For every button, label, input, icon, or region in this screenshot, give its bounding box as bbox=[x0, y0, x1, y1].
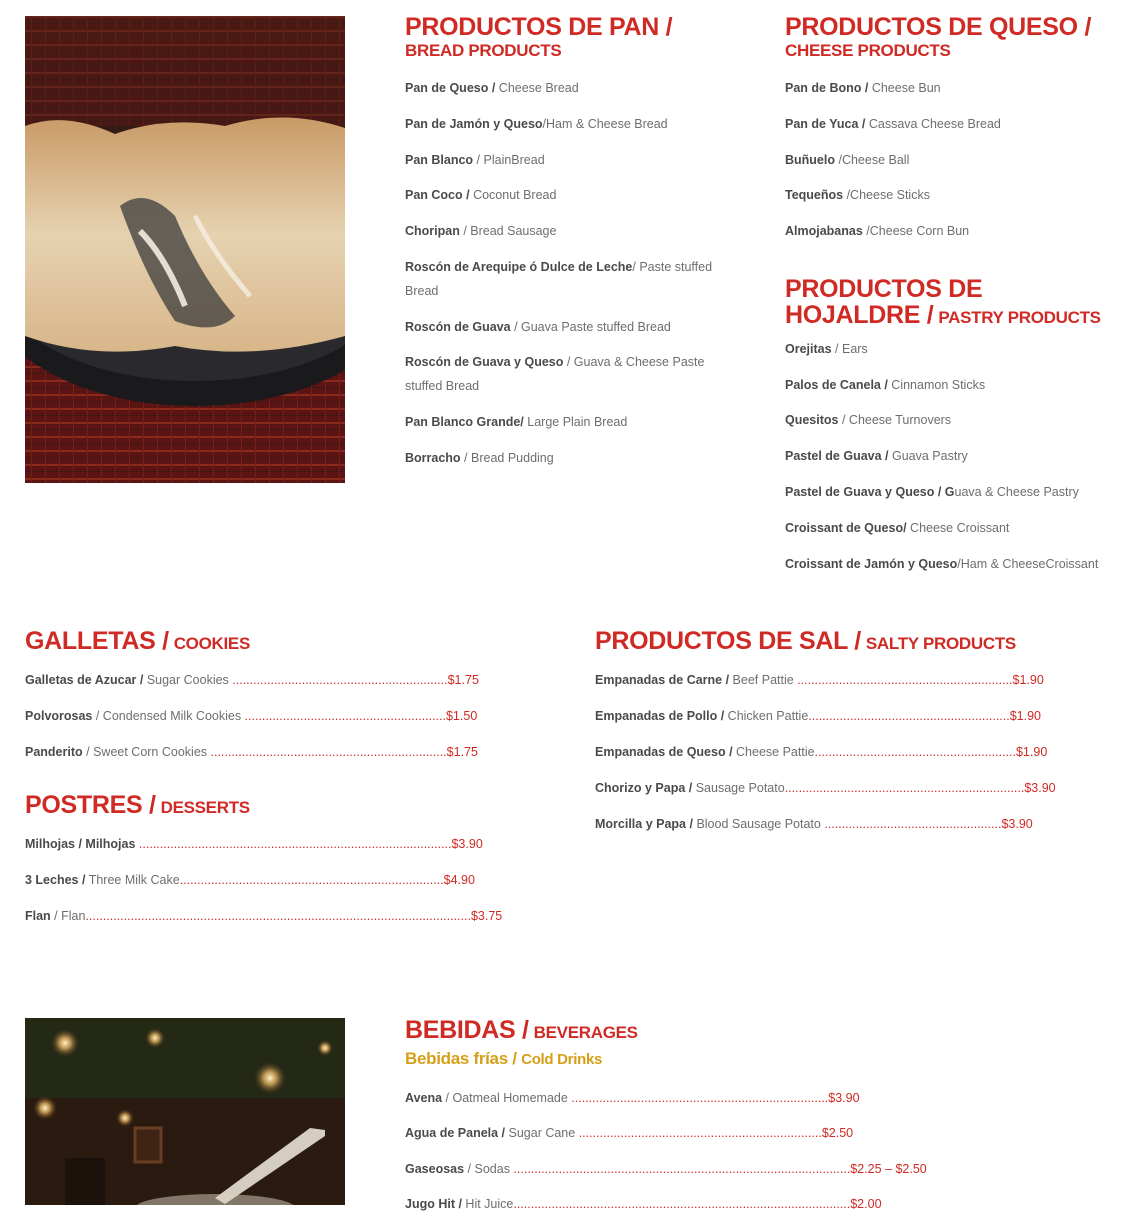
item-price: $4.90 bbox=[443, 873, 475, 887]
menu-item bbox=[25, 904, 503, 928]
bread-heading bbox=[405, 14, 725, 60]
item-name-en: / Sweet Corn Cookies bbox=[82, 745, 211, 759]
item-name-en: / Cheese Turnovers bbox=[838, 413, 952, 427]
menu-item bbox=[785, 337, 1125, 361]
menu-item bbox=[25, 704, 478, 728]
item-leader-dots: ................................................................................................. bbox=[513, 1162, 851, 1176]
item-name-es: Galletas de Azucar / bbox=[25, 673, 144, 687]
item-name-en: Large Plain Bread bbox=[523, 415, 628, 429]
item-name-en: / Flan bbox=[50, 909, 86, 923]
item-name-es: Polvorosas bbox=[25, 709, 93, 723]
item-name-es: Choripan bbox=[405, 224, 460, 238]
bread-title-es: PRODUCTOS DE PAN / bbox=[405, 13, 673, 41]
salty-section bbox=[595, 628, 1016, 654]
beverages-title-en: BEVERAGES bbox=[533, 1023, 638, 1042]
menu-item bbox=[405, 219, 715, 243]
menu-item bbox=[405, 112, 715, 136]
item-name-en: Sugar Cookies bbox=[143, 673, 233, 687]
item-name-en: Cinnamon Sticks bbox=[887, 378, 986, 392]
item-name-en: Coconut Bread bbox=[469, 188, 557, 202]
item-price: $3.90 bbox=[828, 1091, 860, 1105]
item-name-es: Pan Coco / bbox=[405, 188, 470, 202]
item-name-es: Palos de Canela / bbox=[785, 378, 888, 392]
item-name-en: Cassava Cheese Bread bbox=[865, 117, 1001, 131]
pastry-heading bbox=[785, 276, 1105, 329]
item-price: $3.90 bbox=[1024, 781, 1056, 795]
item-name-en: Beef Pattie bbox=[729, 673, 798, 687]
beverages-title-es: BEBIDAS / bbox=[405, 1016, 529, 1044]
menu-item bbox=[785, 516, 1125, 540]
item-leader-dots: .......................................................................... bbox=[571, 1091, 829, 1105]
item-name-en: Cheese Croissant bbox=[906, 521, 1010, 535]
item-leader-dots: ............................................................................................................... bbox=[85, 909, 471, 923]
item-name-en: /Cheese Corn Bun bbox=[862, 224, 970, 238]
item-name-en: /Ham & CheeseCroissant bbox=[957, 557, 1099, 571]
bread-title-en: BREAD PRODUCTS bbox=[405, 41, 562, 61]
item-name-en: / Guava & Cheese Paste stuffed Bread bbox=[405, 355, 705, 393]
cheese-section bbox=[785, 14, 1105, 60]
item-name-es: Morcilla y Papa / bbox=[595, 817, 693, 831]
item-name-es: Pan de Jamón y Queso bbox=[405, 117, 543, 131]
salty-heading bbox=[595, 628, 1016, 654]
cookies-heading bbox=[25, 628, 250, 654]
item-name-es: Roscón de Guava y Queso bbox=[405, 355, 564, 369]
menu-item bbox=[785, 480, 1125, 504]
menu-item bbox=[405, 148, 715, 172]
cold-drinks-title-en: Cold Drinks bbox=[521, 1051, 603, 1069]
item-name-es: Buñuelo bbox=[785, 153, 835, 167]
item-name-es: Pan de Queso / bbox=[405, 81, 496, 95]
item-price: $1.75 bbox=[447, 673, 479, 687]
item-leader-dots: ...................................................................... bbox=[578, 1126, 822, 1140]
menu-item bbox=[405, 255, 715, 303]
cheese-title-es: PRODUCTOS DE QUESO / bbox=[785, 13, 1092, 41]
item-leader-dots: .......................................................... bbox=[814, 745, 1016, 759]
item-name-es: Empanadas de Carne / bbox=[595, 673, 730, 687]
item-name-es: Gaseosas bbox=[405, 1162, 465, 1176]
item-price: $2.50 bbox=[821, 1126, 854, 1140]
menu-item bbox=[785, 408, 1125, 432]
item-price: $2.00 bbox=[850, 1197, 882, 1211]
item-name-en: Guava Pastry bbox=[888, 449, 968, 463]
item-name-es: Jugo Hit / bbox=[405, 1197, 462, 1211]
menu-item bbox=[595, 668, 1044, 692]
item-name-en: / Bread Pudding bbox=[460, 451, 554, 465]
item-price: $1.90 bbox=[1012, 673, 1044, 687]
pastry-title-es: PRODUCTOS DE HOJALDRE / bbox=[785, 275, 983, 330]
item-name-es: Borracho bbox=[405, 451, 461, 465]
drink-photo bbox=[25, 1018, 345, 1205]
item-name-es: Pan de Yuca / bbox=[785, 117, 866, 131]
item-leader-dots: ................................................................................................. bbox=[513, 1197, 851, 1211]
menu-item bbox=[595, 812, 1033, 836]
menu-item bbox=[405, 1121, 855, 1145]
item-leader-dots: ............................................................................ bbox=[179, 873, 444, 887]
item-leader-dots: ..................................................................... bbox=[784, 781, 1025, 795]
menu-item bbox=[405, 1086, 860, 1110]
menu-item bbox=[785, 552, 1125, 576]
item-price: $3.75 bbox=[470, 909, 503, 923]
menu-item bbox=[595, 704, 1041, 728]
item-name-es: 3 Leches / bbox=[25, 873, 86, 887]
pastry-title-en: PASTRY PRODUCTS bbox=[938, 308, 1101, 328]
item-name-en: / Bread Sausage bbox=[459, 224, 557, 238]
cookies-section bbox=[25, 628, 250, 654]
cheese-heading bbox=[785, 14, 1105, 60]
menu-item bbox=[405, 1192, 882, 1216]
menu-item bbox=[785, 148, 1115, 172]
item-name-en: Sausage Potato bbox=[692, 781, 785, 795]
item-name-en: Hit Juice bbox=[461, 1197, 514, 1211]
item-name-en: / PlainBread bbox=[473, 153, 545, 167]
item-name-en: uava & Cheese Pastry bbox=[954, 485, 1079, 499]
menu-item bbox=[785, 444, 1125, 468]
menu-item bbox=[405, 1157, 927, 1181]
item-leader-dots: .......................................................... bbox=[808, 709, 1010, 723]
item-price: $2.25 – $2.50 bbox=[850, 1162, 927, 1176]
item-name-es: Avena bbox=[405, 1091, 443, 1105]
item-name-es: Orejitas bbox=[785, 342, 832, 356]
desserts-heading bbox=[25, 792, 250, 818]
item-price: $1.75 bbox=[446, 745, 478, 759]
desserts-section bbox=[25, 792, 250, 818]
item-price: $1.90 bbox=[1015, 745, 1048, 759]
desserts-title-es: POSTRES / bbox=[25, 791, 156, 819]
cookies-title-en: COOKIES bbox=[173, 634, 250, 653]
item-name-en: Chicken Pattie bbox=[724, 709, 809, 723]
item-name-es: Croissant de Queso/ bbox=[785, 521, 907, 535]
item-name-es: Empanadas de Queso / bbox=[595, 745, 733, 759]
item-name-en: / Paste stuffed Bread bbox=[405, 260, 713, 298]
menu-item bbox=[785, 183, 1115, 207]
bread-section bbox=[405, 14, 725, 60]
item-name-es: Empanadas de Pollo / bbox=[595, 709, 725, 723]
menu-item bbox=[25, 668, 479, 692]
item-name-es: Croissant de Jamón y Queso bbox=[785, 557, 958, 571]
item-leader-dots: .............................................................. bbox=[232, 673, 448, 687]
salty-title-en: SALTY PRODUCTS bbox=[865, 634, 1016, 653]
menu-item bbox=[25, 832, 483, 856]
item-name-en: Sugar Cane bbox=[505, 1126, 579, 1140]
item-name-en: /Cheese Sticks bbox=[843, 188, 930, 202]
item-name-en: / Guava Paste stuffed Bread bbox=[510, 320, 671, 334]
item-name-en: Cheese Pattie bbox=[732, 745, 815, 759]
cold-drinks-subheading bbox=[405, 1049, 638, 1069]
item-name-en: / Sodas bbox=[464, 1162, 514, 1176]
menu-item bbox=[405, 350, 715, 398]
item-price: $3.90 bbox=[451, 837, 483, 851]
pastry-section bbox=[785, 276, 1105, 329]
item-name-en: Blood Sausage Potato bbox=[692, 817, 825, 831]
desserts-title-en: DESSERTS bbox=[160, 798, 250, 817]
item-name-es: Pastel de Guava / bbox=[785, 449, 889, 463]
item-name-en: Cheese Bread bbox=[495, 81, 579, 95]
menu-item bbox=[25, 740, 478, 764]
item-name-en: / Oatmeal Homemade bbox=[442, 1091, 572, 1105]
item-price: $1.50 bbox=[445, 709, 478, 723]
menu-item bbox=[595, 776, 1056, 800]
menu-item bbox=[405, 446, 715, 470]
menu-item bbox=[785, 112, 1115, 136]
item-name-es: Roscón de Arequipe ó Dulce de Leche bbox=[405, 260, 633, 274]
cookies-title-es: GALLETAS / bbox=[25, 627, 169, 655]
item-name-es: Tequeños bbox=[785, 188, 844, 202]
cold-drinks-title-es: Bebidas frías / bbox=[405, 1049, 517, 1069]
menu-item bbox=[595, 740, 1048, 764]
salty-title-es: PRODUCTOS DE SAL / bbox=[595, 627, 861, 655]
item-name-es: Pan Blanco Grande/ bbox=[405, 415, 524, 429]
item-name-es: Almojabanas bbox=[785, 224, 863, 238]
item-leader-dots: .......................................................... bbox=[244, 709, 446, 723]
item-name-es: Roscón de Guava bbox=[405, 320, 511, 334]
item-name-en: / Ears bbox=[831, 342, 868, 356]
item-name-en: / Condensed Milk Cookies bbox=[92, 709, 245, 723]
item-name-es: Panderito bbox=[25, 745, 83, 759]
item-name-en: Cheese Bun bbox=[868, 81, 941, 95]
menu-item bbox=[785, 373, 1125, 397]
menu-item bbox=[25, 868, 475, 892]
menu-item bbox=[785, 76, 1115, 100]
item-name-es: Pan de Bono / bbox=[785, 81, 869, 95]
item-name-es: Pastel de Guava y Queso / G bbox=[785, 485, 955, 499]
item-name-es: Agua de Panela / bbox=[405, 1126, 506, 1140]
menu-item bbox=[785, 219, 1115, 243]
cheese-bread-photo bbox=[25, 16, 345, 483]
item-name-en: Three Milk Cake bbox=[85, 873, 180, 887]
item-leader-dots: ................................................... bbox=[824, 817, 1002, 831]
menu-item bbox=[405, 315, 715, 339]
item-price: $1.90 bbox=[1009, 709, 1041, 723]
menu-item bbox=[405, 183, 715, 207]
item-leader-dots: .......................................................................................... bbox=[138, 837, 452, 851]
item-name-es: Milhojas / Milhojas bbox=[25, 837, 136, 851]
item-leader-dots: .............................................................. bbox=[797, 673, 1013, 687]
item-name-es: Quesitos bbox=[785, 413, 839, 427]
item-leader-dots: .................................................................... bbox=[210, 745, 447, 759]
cheese-title-en: CHEESE PRODUCTS bbox=[785, 41, 951, 61]
item-name-es: Chorizo y Papa / bbox=[595, 781, 693, 795]
item-name-en: /Ham & Cheese Bread bbox=[542, 117, 668, 131]
item-name-en: /Cheese Ball bbox=[835, 153, 910, 167]
menu-item bbox=[405, 76, 715, 100]
menu-item bbox=[405, 410, 715, 434]
beverages-heading bbox=[405, 1017, 638, 1043]
item-name-es: Flan bbox=[25, 909, 51, 923]
item-name-es: Pan Blanco bbox=[405, 153, 474, 167]
beverages-section bbox=[405, 1017, 638, 1069]
item-price: $3.90 bbox=[1001, 817, 1033, 831]
